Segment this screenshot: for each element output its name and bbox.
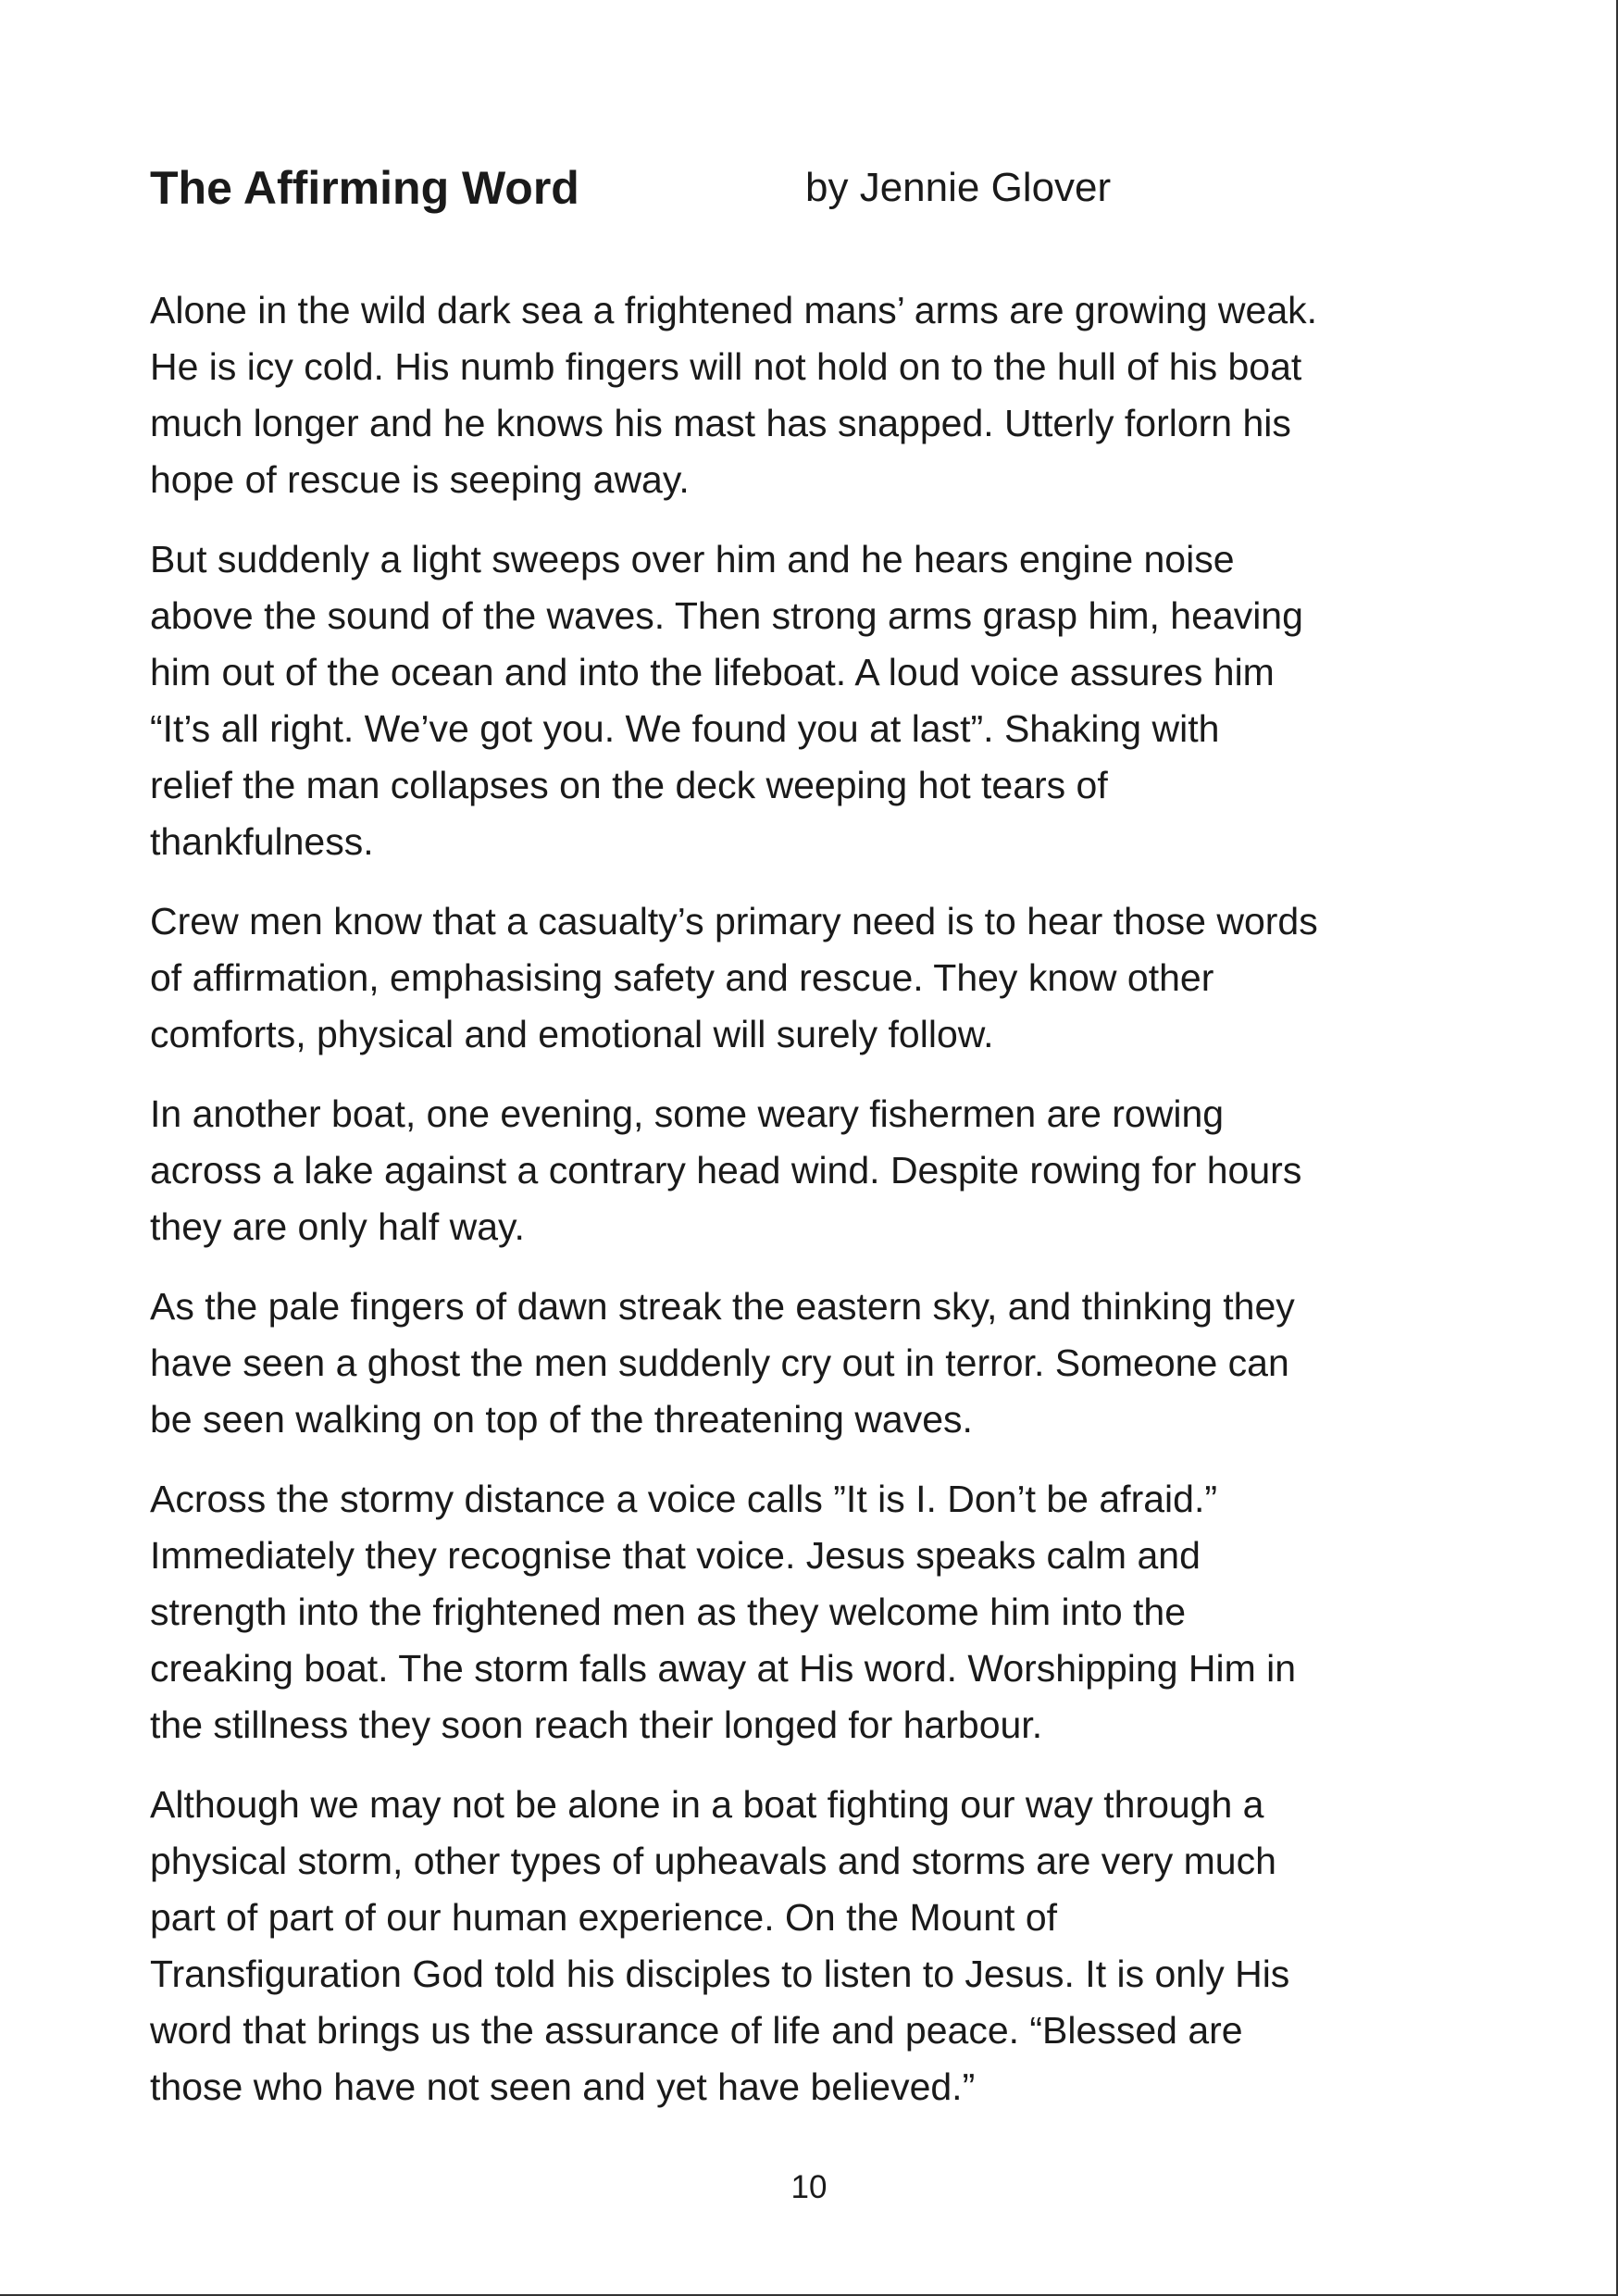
text-line: have seen a ghost the men suddenly cry out in terror. Someone can: [150, 1341, 1289, 1384]
text-line: be seen walking on top of the threatening waves.: [150, 1398, 973, 1441]
text-line: those who have not seen and yet have believed.”: [150, 2065, 976, 2108]
text-line: above the sound of the waves. Then strong arms grasp him, heaving: [150, 594, 1303, 637]
text-line: strength into the frightened men as they welcome him into the: [150, 1591, 1187, 1633]
text-line: Crew men know that a casualty’s primary need is to hear those words: [150, 900, 1318, 942]
text-line: Immediately they recognise that voice. Jesus speaks calm and: [150, 1534, 1201, 1577]
text-line: part of part of our human experience. On the Mount of: [150, 1896, 1058, 1939]
text-line: But suddenly a light sweeps over him and he hears engine noise: [150, 538, 1235, 580]
text-line: comforts, physical and emotional will surely follow.: [150, 1013, 994, 1055]
paragraph-7: [150, 1777, 1483, 2115]
text-line: physical storm, other types of upheavals and storms are very much: [150, 1840, 1276, 1882]
text-line: hope of rescue is seeping away.: [150, 458, 690, 501]
text-line: Transfiguration God told his disciples to listen to Jesus. It is only His: [150, 1953, 1290, 1995]
text-line: the stillness they soon reach their longed for harbour.: [150, 1703, 1043, 1746]
text-line: him out of the ocean and into the lifeboat. A loud voice assures him: [150, 651, 1275, 693]
text-line: thankfulness.: [150, 820, 374, 863]
paragraph-3: [150, 893, 1483, 1063]
text-line: As the pale fingers of dawn streak the eastern sky, and thinking they: [150, 1285, 1295, 1328]
page-number: 10: [790, 2169, 828, 2205]
article-title: The Affirming Word: [150, 162, 579, 214]
paragraph-6: [150, 1471, 1483, 1753]
text-line: Although we may not be alone in a boat fighting our way through a: [150, 1783, 1264, 1826]
text-line: word that brings us the assurance of life and peace. “Blessed are: [150, 2009, 1243, 2052]
text-line: Alone in the wild dark sea a frightened mans’ arms are growing weak.: [150, 289, 1318, 331]
text-line: across a lake against a contrary head wind. Despite rowing for hours: [150, 1149, 1302, 1192]
paragraph-1: [150, 282, 1483, 508]
paragraph-5: [150, 1279, 1483, 1448]
text-line: much longer and he knows his mast has snapped. Utterly forlorn his: [150, 402, 1291, 444]
text-line: “It’s all right. We’ve got you. We found you at last”. Shaking with: [150, 707, 1220, 750]
paragraph-2: [150, 531, 1483, 870]
article-byline: by Jennie Glover: [805, 165, 1112, 210]
text-line: He is icy cold. His numb fingers will not hold on to the hull of his boat: [150, 345, 1302, 388]
article-body: [150, 282, 1483, 2139]
text-line: of affirmation, emphasising safety and rescue. They know other: [150, 956, 1214, 999]
article-header: [150, 156, 1483, 220]
text-line: creaking boat. The storm falls away at His word. Worshipping Him in: [150, 1647, 1297, 1690]
text-line: relief the man collapses on the deck weeping hot tears of: [150, 764, 1108, 806]
text-line: Across the stormy distance a voice calls ”It is I. Don’t be afraid.”: [150, 1478, 1217, 1520]
text-line: In another boat, one evening, some weary fishermen are rowing: [150, 1092, 1225, 1135]
text-line: they are only half way.: [150, 1205, 525, 1248]
paragraph-4: [150, 1086, 1483, 1255]
